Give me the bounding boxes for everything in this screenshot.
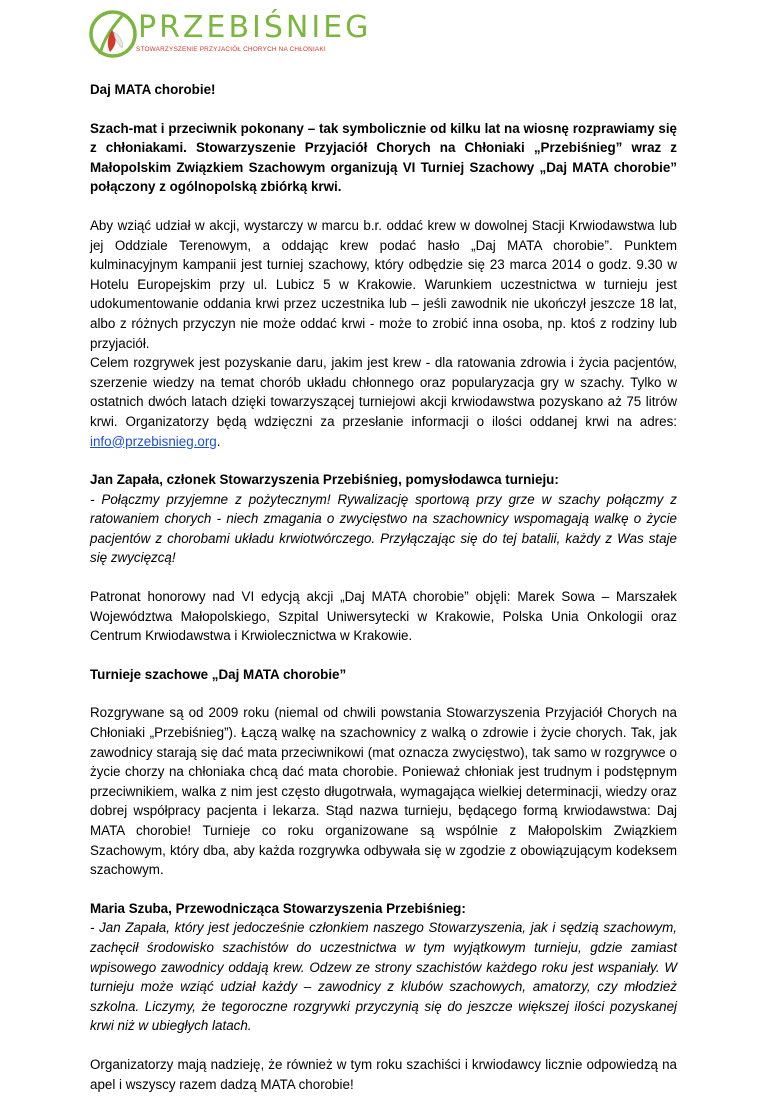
quote2-author: Maria Szuba, Przewodnicząca Stowarzyszenia Przebiśnieg: — [90, 900, 466, 916]
logo-wordmark: PRZEBIŚNIEG — [138, 10, 372, 45]
lead-paragraph: Szach-mat i przeciwnik pokonany – tak symbolicznie od kilku lat na wiosnę rozprawiamy się z chłoniakami. Stowarzyszenie Przyjaciół Chorych na Chłoniaki „Przebiśnieg” wraz z Małopolskim Związkiem Szachowym organizują VI Turniej Szachowy „Daj MATA chorobie” połączony z ogólnopolską zbiórką krwi. — [90, 120, 677, 195]
snowdrop-flower-icon — [86, 8, 138, 64]
paragraph-goal — [90, 353, 677, 451]
quote1-text: - Połączmy przyjemne z pożytecznym! Rywalizację sportową przy grze w szachy połączmy z ratowaniem chorych - niech zmagania o zwycięstwo na szachownicy wspomagają walkę o życie pacjentów z chorobami układu krwiotwórczego. Przyłączając się do tej batalii, każdy z Was staje się zwycięzcą! — [90, 491, 677, 566]
paragraph-patronat: Patronat honorowy nad VI edycją akcji „Daj MATA chorobie” objęli: Marek Sowa – Marszałek Województwa Małopolskiego, Szpital Uniwersytecki w Krakowie, Polska Unia Onkologii oraz Centrum Krwiodawstwa i Krwiolecznictwa w Krakowie. — [90, 589, 677, 644]
closing-paragraph: Organizatorzy mają nadzieję, że również w tym roku szachiści i krwiodawcy licznie odpowiedzą na apel i wszyscy razem dadzą MATA chorobie! — [90, 1056, 677, 1092]
email-link[interactable]: info@przebisnieg.org — [90, 433, 217, 449]
paragraph-goal-text: Celem rozgrywek jest pozyskanie daru, jakim jest krew - dla ratowania zdrowia i życia pacjentów, szerzenie wiedzy na temat chorób układu chłonnego oraz popularyzacja gry w szachy. Tylko w ostatnich dwóch latach dzięki towarzyszącej turniejowi akcji krwiodawstwa pozyskano aż 75 litrów krwi. Organizatorzy będą wdzięczni za przesłanie informacji o ilości oddanej krwi na adres: — [90, 355, 677, 429]
przebisnieg-logo — [86, 8, 372, 64]
logo-subtitle: STOWARZYSZENIE PRZYJACIÓŁ CHORYCH NA CHŁONIAKI — [136, 46, 326, 53]
quote2-text: - Jan Zapała, który jest jedocześnie członkiem naszego Stowarzyszenia, jak i sędzią szachowym, zachęcił środowisko szachistów do uczestnictwa w tym wyjątkowym turnieju, gdzie zamiast wpisowego zawodnicy oddają krew. Odzew ze strony szachistów każdego roku jest wspaniały. W turnieju może wziąć udział każdy – zawodnicy z klubów szachowych, amatorzy, czy młodzież szkolna. Liczymy, że tegoroczne rozgrywki przyczynią się do jeszcze większej ilości pozyskanej krwi niż w ubiegłych latach. — [90, 920, 677, 1034]
document-title: Daj MATA chorobie! — [90, 82, 216, 97]
section-heading: Turnieje szachowe „Daj MATA chorobie” — [90, 666, 347, 682]
document-body — [90, 80, 677, 1113]
quote1-author: Jan Zapała, członek Stowarzyszenia Przebiśnieg, pomysłodawca turnieju: — [90, 472, 559, 488]
paragraph-goal-end: . — [216, 433, 221, 449]
quote-maria-szuba — [90, 899, 677, 1036]
paragraph-history: Rozgrywane są od 2009 roku (niemal od chwili powstania Stowarzyszenia Przyjaciół Chorych na Chłoniaki „Przebiśnieg”). Łączą walkę na szachownicy z walką o zdrowie i życie chorych. Tak, jak zawodnicy starają się dać mata przeciwnikowi (mat oznacza zwycięstwo), tak samo w rozgrywce o życie chorzy na chłoniaka chcą dać mata chorobie. Ponieważ chłoniak jest trudnym i podstępnym przeciwnikiem, walka z nim jest często długotrwała, wymagająca wielkiej determinacji, wiedzy oraz dobrej współpracy pacjenta i lekarza. Stąd nazwa turnieju, będącego formą krwiodawstwa: Daj MATA chorobie! Turnieje co roku organizowane są wspólnie z Małopolskim Związkiem Szachowym, który dba, aby każda rozgrywka odbywała się w zgodzie z obowiązującym kodeksem szachowym. — [90, 705, 677, 878]
quote-jan-zapala — [90, 470, 677, 568]
paragraph-participation: Aby wziąć udział w akcji, wystarczy w marcu b.r. oddać krew w dowolnej Stacji Krwiodawstwa lub jej Oddziale Terenowym, a oddając krew podać hasło „Daj MATA chorobie”. Punktem kulminacyjnym kampanii jest turniej szachowy, który odbędzie się 23 marca 2014 o godz. 9.30 w Hotelu Europejskim przy ul. Lubicz 5 w Krakowie. Warunkiem uczestnictwa w turnieju jest udokumentowanie oddania krwi przez uczestnika lub – jeśli zawodnik nie ukończył jeszcze 18 lat, albo z różnych przyczyn nie może oddać krwi - może to zrobić inna osoba, np. ktoś z rodziny lub przyjaciół. — [90, 217, 677, 351]
